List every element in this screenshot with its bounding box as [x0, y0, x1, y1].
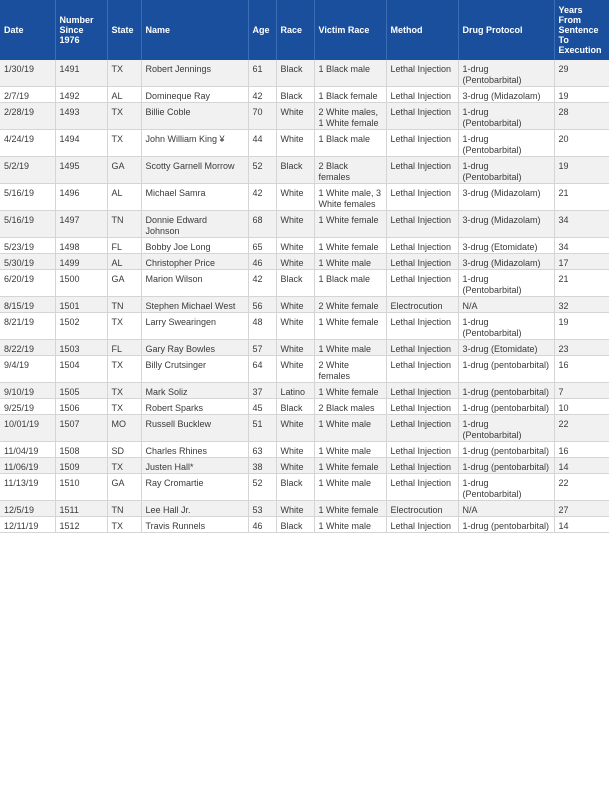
cell-number: 1506: [55, 399, 107, 415]
cell-number: 1499: [55, 254, 107, 270]
cell-method: Lethal Injection: [386, 60, 458, 87]
cell-state: TX: [107, 313, 141, 340]
cell-method: Lethal Injection: [386, 517, 458, 533]
cell-name: Marion Wilson: [141, 270, 248, 297]
cell-state: TX: [107, 103, 141, 130]
cell-method: Electrocution: [386, 501, 458, 517]
cell-years: 7: [554, 383, 609, 399]
cell-number: 1493: [55, 103, 107, 130]
cell-drug-protocol: 1-drug (Pentobarbital): [458, 270, 554, 297]
cell-age: 63: [248, 442, 276, 458]
cell-date: 1/30/19: [0, 60, 55, 87]
cell-race: White: [276, 103, 314, 130]
cell-victim-race: 2 White males, 1 White female: [314, 103, 386, 130]
cell-number: 1504: [55, 356, 107, 383]
cell-number: 1509: [55, 458, 107, 474]
table-row: [0, 270, 609, 297]
header-drug-protocol[interactable]: Drug Protocol: [458, 0, 554, 60]
cell-race: Black: [276, 87, 314, 103]
cell-age: 46: [248, 517, 276, 533]
cell-state: TX: [107, 399, 141, 415]
cell-age: 52: [248, 474, 276, 501]
cell-date: 6/20/19: [0, 270, 55, 297]
cell-state: TX: [107, 130, 141, 157]
cell-years: 17: [554, 254, 609, 270]
cell-age: 38: [248, 458, 276, 474]
cell-state: FL: [107, 238, 141, 254]
cell-race: White: [276, 130, 314, 157]
cell-victim-race: 1 White female: [314, 501, 386, 517]
cell-date: 12/11/19: [0, 517, 55, 533]
cell-name: Lee Hall Jr.: [141, 501, 248, 517]
cell-years: 16: [554, 442, 609, 458]
cell-drug-protocol: 1-drug (Pentobarbital): [458, 130, 554, 157]
table-row: [0, 399, 609, 415]
cell-method: Lethal Injection: [386, 458, 458, 474]
cell-name: Charles Rhines: [141, 442, 248, 458]
cell-drug-protocol: 1-drug (Pentobarbital): [458, 103, 554, 130]
cell-race: White: [276, 340, 314, 356]
table-row: [0, 157, 609, 184]
cell-method: Lethal Injection: [386, 254, 458, 270]
cell-drug-protocol: 3-drug (Etomidate): [458, 340, 554, 356]
header-age[interactable]: Age: [248, 0, 276, 60]
cell-victim-race: 1 White female: [314, 383, 386, 399]
cell-name: John William King ¥: [141, 130, 248, 157]
cell-date: 9/25/19: [0, 399, 55, 415]
cell-method: Lethal Injection: [386, 184, 458, 211]
table-row: [0, 356, 609, 383]
header-years-to-execution[interactable]: Years From Sentence To Execution: [554, 0, 609, 60]
cell-date: 5/16/19: [0, 184, 55, 211]
table-row: [0, 415, 609, 442]
cell-number: 1494: [55, 130, 107, 157]
table-body: [0, 60, 609, 533]
cell-age: 48: [248, 313, 276, 340]
cell-race: Latino: [276, 383, 314, 399]
cell-date: 8/15/19: [0, 297, 55, 313]
cell-date: 8/21/19: [0, 313, 55, 340]
cell-name: Larry Swearingen: [141, 313, 248, 340]
cell-method: Lethal Injection: [386, 157, 458, 184]
table-row: [0, 211, 609, 238]
cell-years: 19: [554, 87, 609, 103]
cell-state: TX: [107, 383, 141, 399]
cell-age: 42: [248, 87, 276, 103]
cell-race: White: [276, 442, 314, 458]
cell-race: Black: [276, 399, 314, 415]
header-row: [0, 0, 609, 60]
cell-date: 5/16/19: [0, 211, 55, 238]
cell-years: 27: [554, 501, 609, 517]
cell-number: 1495: [55, 157, 107, 184]
table-row: [0, 184, 609, 211]
table-row: [0, 297, 609, 313]
cell-victim-race: 1 White male: [314, 415, 386, 442]
cell-years: 21: [554, 184, 609, 211]
cell-number: 1511: [55, 501, 107, 517]
cell-drug-protocol: 1-drug (Pentobarbital): [458, 474, 554, 501]
cell-method: Lethal Injection: [386, 313, 458, 340]
cell-victim-race: 1 White female: [314, 238, 386, 254]
cell-years: 22: [554, 474, 609, 501]
cell-date: 2/28/19: [0, 103, 55, 130]
cell-date: 9/4/19: [0, 356, 55, 383]
cell-drug-protocol: 3-drug (Midazolam): [458, 211, 554, 238]
cell-race: White: [276, 313, 314, 340]
cell-years: 19: [554, 313, 609, 340]
cell-drug-protocol: 3-drug (Midazolam): [458, 254, 554, 270]
table-row: [0, 238, 609, 254]
cell-race: White: [276, 458, 314, 474]
table-row: [0, 474, 609, 501]
cell-number: 1491: [55, 60, 107, 87]
cell-race: White: [276, 501, 314, 517]
cell-method: Lethal Injection: [386, 238, 458, 254]
cell-number: 1512: [55, 517, 107, 533]
cell-years: 34: [554, 238, 609, 254]
cell-race: Black: [276, 60, 314, 87]
table-row: [0, 313, 609, 340]
cell-method: Lethal Injection: [386, 399, 458, 415]
table-row: [0, 383, 609, 399]
table-header: [0, 0, 609, 60]
cell-name: Bobby Joe Long: [141, 238, 248, 254]
cell-state: FL: [107, 340, 141, 356]
cell-method: Lethal Injection: [386, 442, 458, 458]
header-state[interactable]: State: [107, 0, 141, 60]
cell-age: 70: [248, 103, 276, 130]
cell-name: Justen Hall*: [141, 458, 248, 474]
cell-state: GA: [107, 270, 141, 297]
cell-drug-protocol: 1-drug (pentobarbital): [458, 458, 554, 474]
cell-name: Christopher Price: [141, 254, 248, 270]
cell-race: White: [276, 184, 314, 211]
cell-years: 14: [554, 458, 609, 474]
cell-number: 1498: [55, 238, 107, 254]
cell-race: White: [276, 254, 314, 270]
cell-victim-race: 1 Black female: [314, 87, 386, 103]
cell-victim-race: 1 Black male: [314, 130, 386, 157]
cell-drug-protocol: 3-drug (Midazolam): [458, 184, 554, 211]
cell-number: 1503: [55, 340, 107, 356]
cell-state: GA: [107, 474, 141, 501]
cell-race: Black: [276, 474, 314, 501]
cell-state: TN: [107, 501, 141, 517]
cell-victim-race: 2 White female: [314, 297, 386, 313]
cell-age: 53: [248, 501, 276, 517]
cell-date: 5/30/19: [0, 254, 55, 270]
cell-victim-race: 1 White female: [314, 458, 386, 474]
cell-date: 2/7/19: [0, 87, 55, 103]
cell-method: Lethal Injection: [386, 270, 458, 297]
cell-state: SD: [107, 442, 141, 458]
cell-victim-race: 1 White male: [314, 340, 386, 356]
cell-name: Michael Samra: [141, 184, 248, 211]
cell-victim-race: 1 White female: [314, 211, 386, 238]
cell-state: AL: [107, 87, 141, 103]
cell-age: 37: [248, 383, 276, 399]
cell-years: 34: [554, 211, 609, 238]
table-row: [0, 87, 609, 103]
cell-name: Ray Cromartie: [141, 474, 248, 501]
cell-name: Donnie Edward Johnson: [141, 211, 248, 238]
cell-method: Lethal Injection: [386, 130, 458, 157]
cell-age: 65: [248, 238, 276, 254]
cell-number: 1496: [55, 184, 107, 211]
cell-years: 28: [554, 103, 609, 130]
cell-drug-protocol: 1-drug (pentobarbital): [458, 383, 554, 399]
cell-victim-race: 1 White male: [314, 442, 386, 458]
cell-age: 44: [248, 130, 276, 157]
cell-drug-protocol: 1-drug (Pentobarbital): [458, 157, 554, 184]
cell-age: 45: [248, 399, 276, 415]
cell-method: Lethal Injection: [386, 474, 458, 501]
cell-years: 20: [554, 130, 609, 157]
header-number-since-1976[interactable]: Number Since 1976: [55, 0, 107, 60]
table-row: [0, 442, 609, 458]
cell-years: 22: [554, 415, 609, 442]
cell-method: Lethal Injection: [386, 103, 458, 130]
cell-victim-race: 1 White male: [314, 517, 386, 533]
cell-drug-protocol: 1-drug (pentobarbital): [458, 442, 554, 458]
cell-years: 29: [554, 60, 609, 87]
cell-date: 11/13/19: [0, 474, 55, 501]
cell-name: Billie Coble: [141, 103, 248, 130]
cell-date: 8/22/19: [0, 340, 55, 356]
table-row: [0, 130, 609, 157]
cell-victim-race: 1 White female: [314, 313, 386, 340]
cell-number: 1502: [55, 313, 107, 340]
cell-state: TX: [107, 60, 141, 87]
cell-method: Lethal Injection: [386, 87, 458, 103]
table-row: [0, 254, 609, 270]
cell-state: TX: [107, 458, 141, 474]
cell-number: 1497: [55, 211, 107, 238]
cell-years: 21: [554, 270, 609, 297]
cell-age: 57: [248, 340, 276, 356]
cell-age: 61: [248, 60, 276, 87]
cell-race: Black: [276, 517, 314, 533]
cell-state: TX: [107, 517, 141, 533]
cell-age: 42: [248, 184, 276, 211]
cell-number: 1505: [55, 383, 107, 399]
cell-method: Electrocution: [386, 297, 458, 313]
cell-age: 56: [248, 297, 276, 313]
cell-name: Scotty Garnell Morrow: [141, 157, 248, 184]
cell-race: White: [276, 238, 314, 254]
table-row: [0, 517, 609, 533]
cell-name: Mark Soliz: [141, 383, 248, 399]
table-row: [0, 60, 609, 87]
cell-date: 9/10/19: [0, 383, 55, 399]
cell-state: MO: [107, 415, 141, 442]
cell-years: 14: [554, 517, 609, 533]
cell-name: Domineque Ray: [141, 87, 248, 103]
cell-name: Russell Bucklew: [141, 415, 248, 442]
cell-victim-race: 2 Black females: [314, 157, 386, 184]
cell-drug-protocol: 1-drug (Pentobarbital): [458, 60, 554, 87]
header-victim-race[interactable]: Victim Race: [314, 0, 386, 60]
cell-drug-protocol: 1-drug (pentobarbital): [458, 356, 554, 383]
cell-victim-race: 1 White male: [314, 474, 386, 501]
cell-number: 1500: [55, 270, 107, 297]
table-row: [0, 458, 609, 474]
cell-name: Gary Ray Bowles: [141, 340, 248, 356]
cell-years: 10: [554, 399, 609, 415]
cell-name: Robert Jennings: [141, 60, 248, 87]
cell-victim-race: 2 White females: [314, 356, 386, 383]
cell-age: 46: [248, 254, 276, 270]
cell-date: 11/06/19: [0, 458, 55, 474]
cell-victim-race: 1 Black male: [314, 270, 386, 297]
cell-date: 5/23/19: [0, 238, 55, 254]
cell-drug-protocol: 1-drug (pentobarbital): [458, 517, 554, 533]
cell-race: White: [276, 415, 314, 442]
cell-number: 1492: [55, 87, 107, 103]
cell-date: 12/5/19: [0, 501, 55, 517]
cell-date: 4/24/19: [0, 130, 55, 157]
cell-victim-race: 1 White male: [314, 254, 386, 270]
cell-race: Black: [276, 270, 314, 297]
header-race[interactable]: Race: [276, 0, 314, 60]
cell-race: White: [276, 297, 314, 313]
cell-age: 52: [248, 157, 276, 184]
cell-method: Lethal Injection: [386, 340, 458, 356]
cell-name: Travis Runnels: [141, 517, 248, 533]
cell-years: 19: [554, 157, 609, 184]
cell-method: Lethal Injection: [386, 383, 458, 399]
table-row: [0, 501, 609, 517]
cell-state: TN: [107, 297, 141, 313]
cell-drug-protocol: 1-drug (pentobarbital): [458, 399, 554, 415]
cell-name: Stephen Michael West: [141, 297, 248, 313]
cell-number: 1501: [55, 297, 107, 313]
cell-number: 1507: [55, 415, 107, 442]
cell-drug-protocol: 1-drug (Pentobarbital): [458, 415, 554, 442]
cell-age: 51: [248, 415, 276, 442]
cell-name: Billy Crutsinger: [141, 356, 248, 383]
cell-date: 11/04/19: [0, 442, 55, 458]
header-date[interactable]: Date: [0, 0, 55, 60]
cell-drug-protocol: 3-drug (Etomidate): [458, 238, 554, 254]
cell-years: 32: [554, 297, 609, 313]
cell-years: 16: [554, 356, 609, 383]
cell-name: Robert Sparks: [141, 399, 248, 415]
cell-drug-protocol: N/A: [458, 501, 554, 517]
cell-method: Lethal Injection: [386, 415, 458, 442]
cell-state: AL: [107, 254, 141, 270]
cell-method: Lethal Injection: [386, 211, 458, 238]
cell-drug-protocol: 3-drug (Midazolam): [458, 87, 554, 103]
cell-number: 1510: [55, 474, 107, 501]
cell-date: 5/2/19: [0, 157, 55, 184]
cell-years: 23: [554, 340, 609, 356]
cell-date: 10/01/19: [0, 415, 55, 442]
cell-age: 64: [248, 356, 276, 383]
cell-number: 1508: [55, 442, 107, 458]
cell-race: Black: [276, 157, 314, 184]
cell-state: TN: [107, 211, 141, 238]
cell-victim-race: 2 Black males: [314, 399, 386, 415]
header-method[interactable]: Method: [386, 0, 458, 60]
cell-victim-race: 1 White male, 3 White females: [314, 184, 386, 211]
cell-state: AL: [107, 184, 141, 211]
table-row: [0, 340, 609, 356]
cell-race: White: [276, 211, 314, 238]
cell-victim-race: 1 Black male: [314, 60, 386, 87]
cell-age: 68: [248, 211, 276, 238]
cell-age: 42: [248, 270, 276, 297]
cell-drug-protocol: 1-drug (Pentobarbital): [458, 313, 554, 340]
cell-state: GA: [107, 157, 141, 184]
table-row: [0, 103, 609, 130]
cell-race: White: [276, 356, 314, 383]
cell-method: Lethal Injection: [386, 356, 458, 383]
cell-drug-protocol: N/A: [458, 297, 554, 313]
header-name[interactable]: Name: [141, 0, 248, 60]
cell-state: TX: [107, 356, 141, 383]
